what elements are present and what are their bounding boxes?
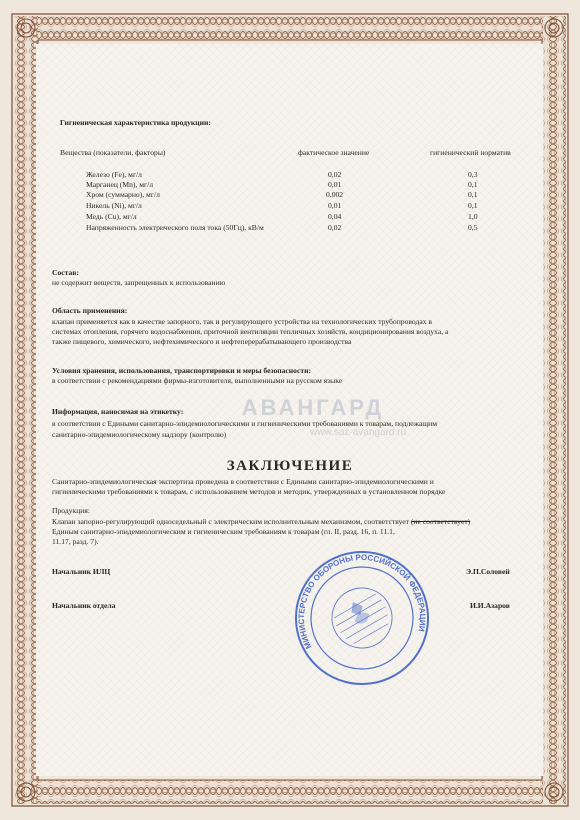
table-row-norm: 0,1 (468, 201, 478, 210)
signature-role: Начальник ИЛЦ (52, 567, 111, 576)
labeling-line: санитарно-эпидемиологическому надзору (контролю) (52, 430, 227, 439)
table-row-norm: 0,1 (468, 180, 478, 189)
storage-text: в соответствии с рекомендациями фирмы-изготовителя, выполненными на русском языке (52, 376, 343, 385)
hygiene-heading: Гигиеническая характеристика продукции: (60, 118, 211, 127)
stamp-ring-text: МИНИСТЕРСТВО ОБОРОНЫ РОССИЙСКОЙ ФЕДЕРАЦИИ (296, 552, 428, 651)
signature-name: И.И.Азаров (470, 601, 510, 610)
table-row-actual: 0,01 (328, 180, 342, 189)
products-line: Единым санитарно-эпидемиологическим и гигиеническим требованиям к товарам (гл. II, разд. 16, п. 11.1, (52, 527, 395, 536)
products-line (52, 517, 470, 527)
official-stamp (292, 548, 432, 688)
application-heading: Область применения: (52, 306, 128, 315)
table-row-actual: 0,01 (328, 201, 342, 210)
table-row-norm: 0,3 (468, 170, 478, 179)
table-row-name: Марганец (Mn), мг/л (86, 180, 154, 189)
table-row-norm: 1,0 (468, 212, 478, 221)
products-label: Продукция: (52, 506, 90, 515)
composition-text: не содержит веществ, запрещенных к использованию (52, 278, 226, 287)
table-row-norm: 0,1 (468, 190, 478, 199)
conclusion-line: Санитарно-эпидемиологическая экспертиза проведена в соответствии с Едиными санитарно-эпидемиологическими и (52, 477, 434, 486)
table-row-actual: 0,02 (328, 223, 342, 232)
watermark-logo-text: АВАНГАРД (241, 395, 385, 420)
products-struck-text: (не соответствует) (410, 517, 471, 526)
application-line: также пищевого, химического, нефтехимического и нефтеперерабатывающего производства (52, 337, 352, 346)
signature-role: Начальник отдела (52, 601, 116, 610)
table-header-actual: фактическое значение (298, 148, 370, 157)
table-row-norm: 0,5 (468, 223, 478, 232)
table-row-name: Напряженность электрического поля тока (50Гц), кВ/м (86, 223, 264, 232)
application-line: системах отопления, горячего водоснабжения, приточной вентиляции тепличных хозяйств, кондиционирования воздуха, а (52, 327, 449, 336)
application-line: клапан применяется как в качестве запорного, так и регулирующего устройства на технологических трубопроводах в (52, 317, 432, 326)
table-row-actual: 0,04 (328, 212, 342, 221)
conclusion-line: гигиеническими требованиями к товарам, с использованием методов и методик, утвержденных в установленном порядке (52, 487, 446, 496)
table-row-actual: 0,02 (328, 170, 342, 179)
conclusion-title: ЗАКЛЮЧЕНИЕ (226, 458, 354, 474)
watermark-logo (208, 393, 418, 441)
table-row-name: Медь (Cu), мг/л (86, 212, 137, 221)
watermark-url: www.saz-avangard.ru (309, 427, 407, 438)
labeling-heading: Информация, наносимая на этикетку: (52, 407, 184, 416)
products-line-text: Клапан запорно-регулирующий односедельный с электрическим исполнительным механизмом, соответствует (52, 517, 409, 526)
labeling-line: в соответствии с Едиными санитарно-эпидемиологическими и гигиеническими требованиями к товарам, подлежащим (52, 419, 438, 428)
table-row-name: Хром (суммарно), мг/л (86, 190, 160, 199)
table-header-substance: Вещества (показатели, факторы) (60, 148, 166, 157)
table-header-norm: гигиенический норматив (430, 148, 511, 157)
storage-heading: Условия хранения, использования, транспортировки и меры безопасности: (52, 366, 311, 375)
table-row-actual: 0,002 (326, 190, 344, 199)
table-row-name: Железо (Fe), мг/л (86, 170, 142, 179)
table-row-name: Никель (Ni), мг/л (86, 201, 142, 210)
composition-heading: Состав: (52, 268, 79, 277)
products-line: 11.17, разд. 7). (52, 537, 99, 546)
signature-name: Э.П.Соловей (466, 567, 510, 576)
